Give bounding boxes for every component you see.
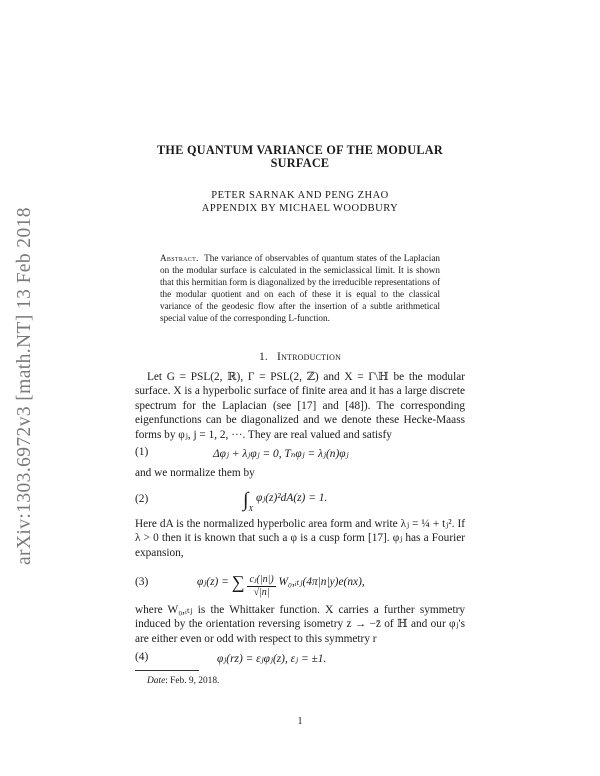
equation-2-body: φⱼ(z)²dA(z) = 1. [255, 492, 328, 504]
authors-line: PETER SARNAK AND PENG ZHAO [211, 190, 389, 201]
abstract [160, 252, 440, 325]
equation-2-number: (2) [135, 493, 149, 505]
footnote-divider [135, 670, 199, 671]
title-line-2: SURFACE [270, 156, 330, 170]
footnote [147, 676, 219, 686]
equation-3-lhs: φⱼ(z) = [197, 576, 229, 588]
equation-3-math [197, 572, 365, 599]
equation-1-body: Δφⱼ + λⱼφⱼ = 0, Tₙφⱼ = λⱼ(n)φⱼ [213, 448, 349, 460]
equation-4 [135, 651, 465, 671]
equation-2 [135, 489, 465, 517]
equation-3-fraction [247, 574, 275, 599]
equation-4-number: (4) [135, 651, 149, 663]
equation-4-body: φⱼ(rz) = εⱼφⱼ(z), εⱼ = ±1. [217, 653, 327, 665]
equation-1-number: (1) [135, 446, 149, 458]
equation-2-math [243, 489, 327, 513]
footnote-text: : Feb. 9, 2018. [165, 676, 220, 686]
author-block [140, 190, 460, 215]
equation-3-number: (3) [135, 576, 149, 588]
title-line-1: THE QUANTUM VARIANCE OF THE MODULAR [157, 143, 443, 157]
intro-paragraph-2: and we normalize them by [135, 467, 255, 479]
section-title: Introduction [277, 351, 342, 363]
arxiv-identifier-stamp: arXiv:1303.6972v3 [math.NT] 13 Feb 2018 [14, 207, 35, 565]
intro-paragraph-3: Here dA is the normalized hyperbolic area form and write λⱼ = ¼ + tⱼ². If λ > 0 then it is known that such a φ is a cusp form [17]. φⱼ has a Fourier expansion, [135, 518, 465, 559]
abstract-label: Abstract. [160, 253, 199, 263]
section-heading [135, 351, 465, 363]
equation-3-rhs: W₀,ᵢₜⱼ(4π|n|y)e(nx), [278, 576, 365, 588]
intro-paragraph-1: Let G = PSL(2, ℝ), Γ = PSL(2, ℤ) and X = Γ\ℍ be the modular surface. X is a hyperbolic surface of finite area and it has a large discrete spectrum for the Laplacian (see [17] and [48]). The corresponding eigenfunctions can be diagonalized and we denote these Hecke-Maass forms by φⱼ, j = 1, 2, ···. They are real valued and satisfy [135, 371, 465, 441]
appendix-author-line: APPENDIX BY MICHAEL WOODBURY [201, 202, 399, 214]
abstract-text: The variance of observables of quantum states of the Laplacian on the modular surface is calculated in the semiclassical limit. It is shown that this hermitian form is diagonalized by the irreducible representations of the modular quotient and on each of these it is equal to the classical variance of the geodesic flow after the insertion of a subtle arithmetical special value of the corresponding L-function. [160, 253, 440, 324]
equation-3-denominator: √|n| [253, 587, 270, 598]
footnote-label: Date [147, 676, 166, 686]
equation-3-numerator: cⱼ(|n|) [249, 574, 274, 585]
intro-paragraph-4: where W₀,ᵢₜⱼ is the Whittaker function. X carries a further symmetry induced by the orientation reversing isometry z → −z̄ of ℍ and our φⱼ's are either even or odd with respect to this symmetry r [135, 604, 465, 645]
summation-sign-icon: ∑ [231, 572, 245, 592]
equation-3 [135, 570, 465, 602]
page-number: 1 [297, 716, 303, 727]
paper-title [140, 144, 460, 170]
integral-sign-icon: ∫ [243, 489, 249, 511]
equation-1 [135, 446, 465, 466]
integral-domain: X [248, 504, 254, 513]
section-number: 1. [258, 351, 268, 363]
